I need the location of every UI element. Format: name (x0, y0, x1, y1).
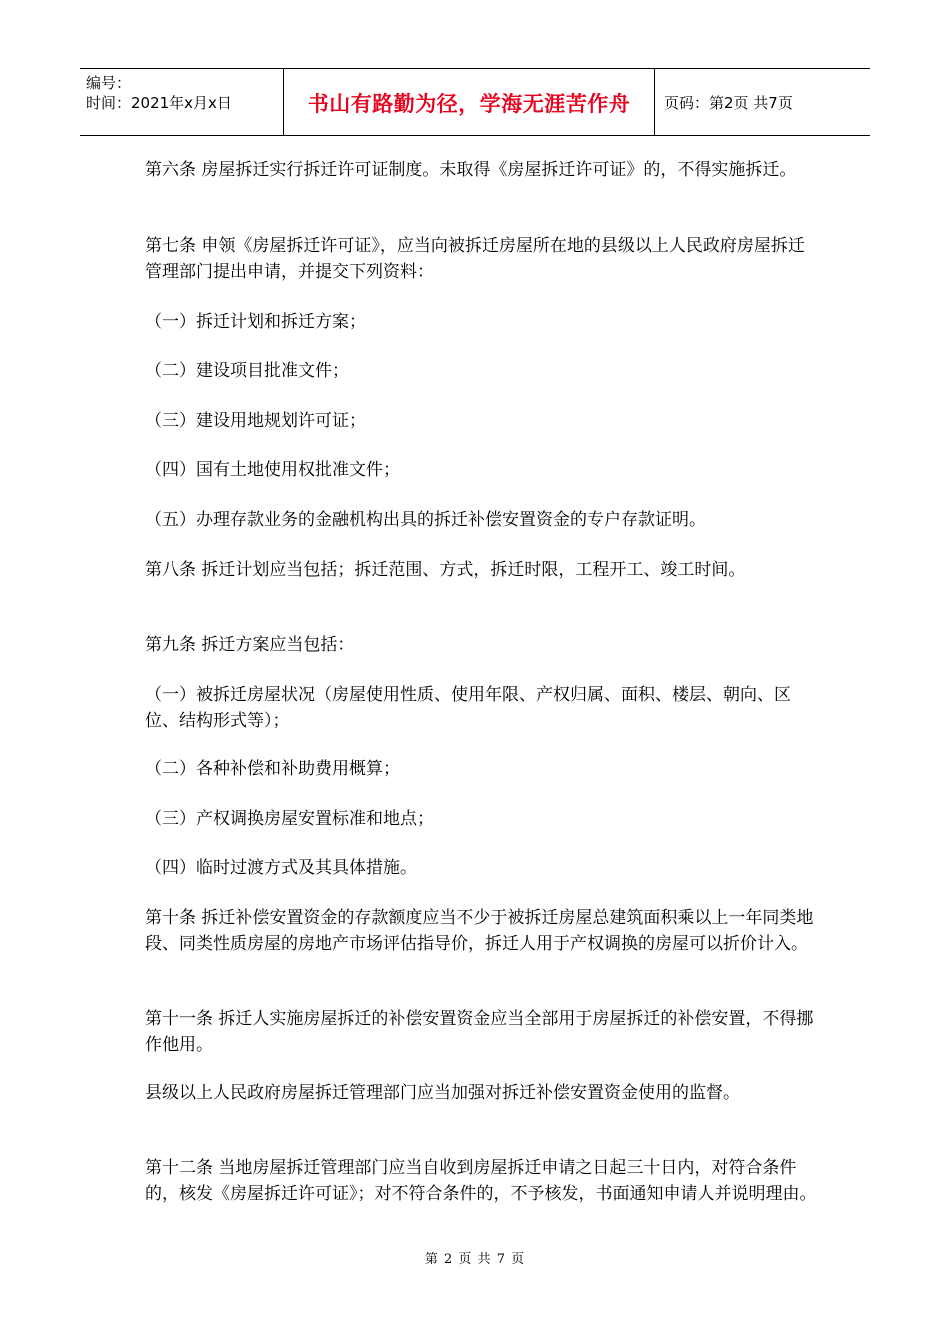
article-9-item-3: （三）产权调换房屋安置标准和地点； (145, 809, 434, 829)
page-footer: 第 2 页 共 7 页 (424, 1252, 526, 1267)
article-7-item-1: （一）拆迁计划和拆迁方案； (145, 312, 366, 332)
article-6: 第六条 房屋拆迁实行拆迁许可证制度。未取得《房屋拆迁许可证》的，不得实施拆迁。 (145, 160, 797, 180)
header-motto-cell (283, 69, 655, 135)
header-page-info (655, 69, 870, 135)
article-8: 第八条 拆迁计划应当包括；拆迁范围、方式，拆迁时限，工程开工、竣工时间。 (145, 560, 746, 580)
page-header (80, 68, 870, 136)
article-7-item-5: （五）办理存款业务的金融机构出具的拆迁补偿安置资金的专户存款证明。 (145, 510, 706, 530)
article-7-item-3: （三）建设用地规划许可证； (145, 411, 366, 431)
motto-text: 书山有路勤为径，学海无涯苦作舟 (307, 92, 631, 116)
article-9: 第九条 拆迁方案应当包括： (145, 635, 355, 655)
serial-number-label: 编号： (86, 74, 132, 92)
article-9-item-1: （一）被拆迁房屋状况（房屋使用性质、使用年限、产权归属、面积、楼层、朝向、区位、结构形式等）； (145, 685, 791, 731)
page-info-text: 页码：第2页 共7页 (664, 93, 793, 112)
article-7-item-2: （二）建设项目批准文件； (145, 361, 349, 381)
article-7-item-4: （四）国有土地使用权批准文件； (145, 460, 400, 480)
article-7: 第七条 申领《房屋拆迁许可证》，应当向被拆迁房屋所在地的县级以上人民政府房屋拆迁管理部门提出申请，并提交下列资料： (145, 236, 805, 282)
article-9-item-4: （四）临时过渡方式及其具体措施。 (145, 858, 417, 878)
article-11: 第十一条 拆迁人实施房屋拆迁的补偿安置资金应当全部用于房屋拆迁的补偿安置，不得挪作他用。 (145, 1009, 814, 1055)
article-9-item-2: （二）各种补偿和补助费用概算； (145, 759, 400, 779)
article-10: 第十条 拆迁补偿安置资金的存款额度应当不少于被拆迁房屋总建筑面积乘以上一年同类地段、同类性质房屋的房地产市场评估指导价，拆迁人用于产权调换的房屋可以折价计入。 (145, 908, 814, 954)
supervision-clause: 县级以上人民政府房屋拆迁管理部门应当加强对拆迁补偿安置资金使用的监督。 (145, 1083, 740, 1103)
date-label: 时间：2021年x月x日 (86, 94, 232, 112)
article-12: 第十二条 当地房屋拆迁管理部门应当自收到房屋拆迁申请之日起三十日内，对符合条件的，核发《房屋拆迁许可证》；对不符合条件的，不予核发，书面通知申请人并说明理由。 (145, 1158, 817, 1204)
header-meta (80, 69, 283, 135)
